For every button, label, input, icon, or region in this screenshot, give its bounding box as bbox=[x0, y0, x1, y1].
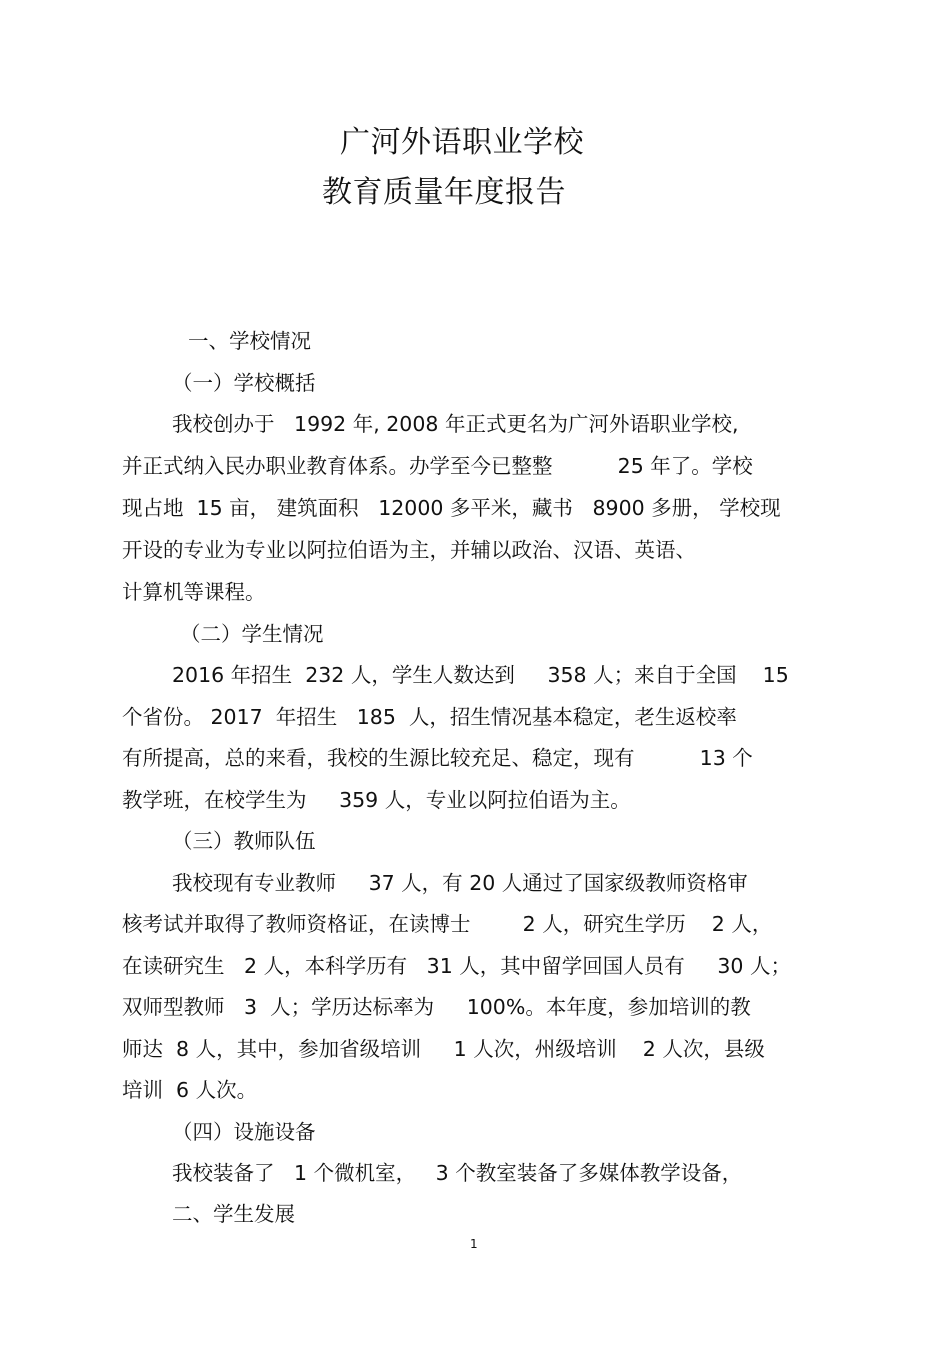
paragraph-line: 现占地 15 亩， 建筑面积 12000 多平米，藏书 8900 多册， 学校现 bbox=[122, 496, 781, 520]
subheading-school-summary: （一）学校概括 bbox=[172, 371, 316, 395]
paragraph-line: 教学班，在校学生为 359 人，专业以阿拉伯语为主。 bbox=[122, 788, 631, 812]
paragraph-line: 我校创办于 1992 年, 2008 年正式更名为广河外语职业学校, bbox=[172, 412, 739, 436]
subheading-teaching-staff: （三）教师队伍 bbox=[172, 829, 316, 853]
paragraph-line: 个省份。 2017 年招生 185 人，招生情况基本稳定，老生返校率 bbox=[122, 705, 737, 729]
paragraph-line: 计算机等课程。 bbox=[122, 580, 266, 604]
paragraph-line: 师达 8 人，其中，参加省级培训 1 人次，州级培训 2 人次，县级 bbox=[122, 1037, 765, 1061]
paragraph-line: 在读研究生 2 人，本科学历有 31 人，其中留学回国人员有 30 人； bbox=[122, 954, 791, 978]
paragraph-line: 有所提高，总的来看，我校的生源比较充足、稳定，现有 13 个 bbox=[122, 746, 753, 770]
paragraph-line: 2016 年招生 232 人，学生人数达到 358 人；来自于全国 15 bbox=[172, 663, 789, 687]
paragraph-line: 我校装备了 1 个微机室， 3 个教室装备了多媒体教学设备， bbox=[172, 1161, 743, 1185]
paragraph-line: 我校现有专业教师 37 人，有 20 人通过了国家级教师资格审 bbox=[172, 871, 748, 895]
page-number: 1 bbox=[470, 1237, 478, 1251]
section-heading-school-overview: 一、学校情况 bbox=[188, 329, 311, 353]
document-title-report: 教育质量年度报告 bbox=[322, 175, 566, 210]
paragraph-line: 培训 6 人次。 bbox=[122, 1078, 258, 1102]
paragraph-line: 核考试并取得了教师资格证，在读博士 2 人，研究生学历 2 人， bbox=[122, 912, 773, 936]
subheading-facilities: （四）设施设备 bbox=[172, 1120, 316, 1144]
section-heading-student-development: 二、学生发展 bbox=[172, 1202, 295, 1226]
paragraph-line: 并正式纳入民办职业教育体系。办学至今已整整 25 年了。学校 bbox=[122, 454, 753, 478]
subheading-student-status: （二）学生情况 bbox=[180, 622, 324, 646]
paragraph-line: 双师型教师 3 人；学历达标率为 100%。本年度，参加培训的教 bbox=[122, 995, 751, 1019]
paragraph-line: 开设的专业为专业以阿拉伯语为主，并辅以政治、汉语、英语、 bbox=[122, 538, 696, 562]
document-title-school: 广河外语职业学校 bbox=[340, 125, 584, 160]
